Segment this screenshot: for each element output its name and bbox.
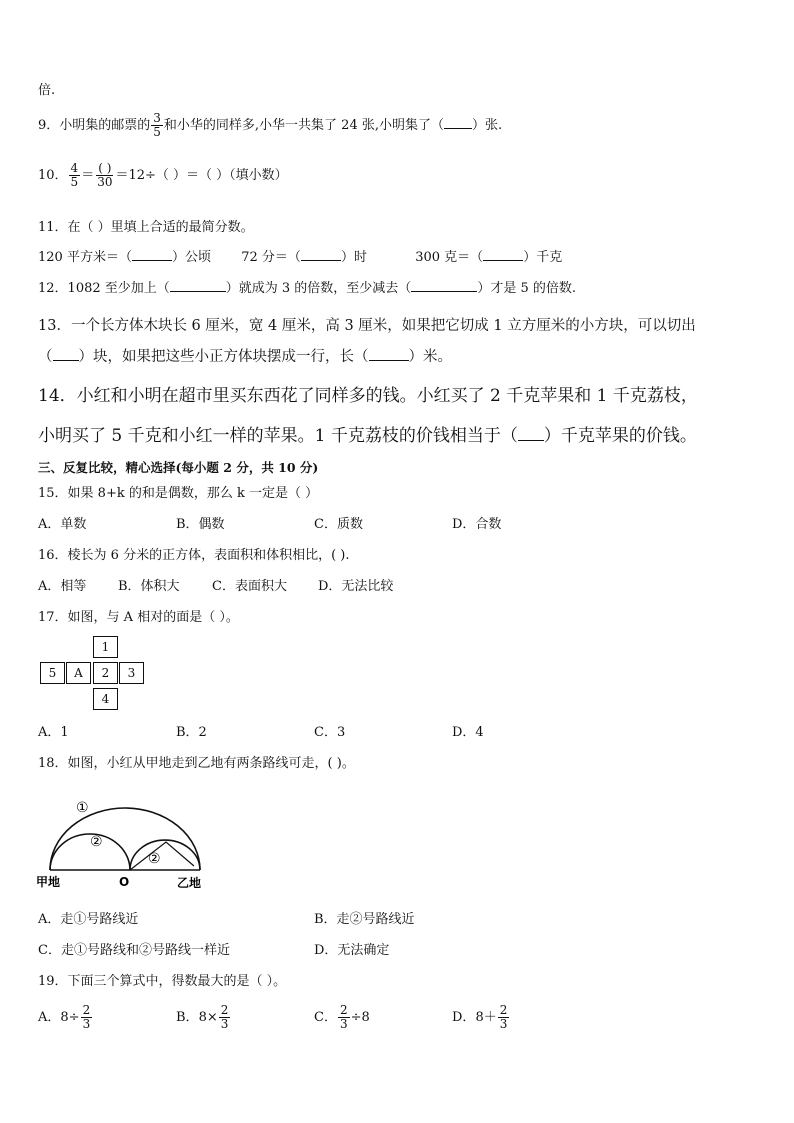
- cube-net-figure: [40, 636, 146, 710]
- option-d[interactable]: D．4: [452, 725, 484, 740]
- question-16: 16．棱长为 6 分米的正方体，表面积和体积相比，( ).: [38, 548, 350, 563]
- answer-blank[interactable]: [170, 291, 226, 292]
- fraction-blank[interactable]: $\frac{( )}{30}$: [97, 161, 113, 189]
- question-15: 15．如果 8+k 的和是偶数，那么 k 一定是（ ）: [38, 486, 319, 501]
- option-b[interactable]: B．走②号路线近: [314, 912, 415, 927]
- fraction: $\frac{3}{5}$: [153, 111, 161, 139]
- net-cell: 1: [93, 636, 118, 658]
- answer-blank[interactable]: [53, 360, 79, 361]
- start-label: 甲地: [36, 875, 61, 889]
- chord-lines: [130, 842, 194, 870]
- q9-text-b: 和小华的同样多,小华一共集了 24 张,小明集了（: [163, 118, 444, 133]
- option-b[interactable]: B．偶数: [176, 517, 225, 532]
- option-d[interactable]: D．合数: [452, 517, 502, 532]
- answer-blank[interactable]: [444, 128, 472, 129]
- net-cell: A: [66, 662, 91, 684]
- question-11: 11．在（ ）里填上合适的最简分数。: [38, 220, 254, 235]
- answer-blank[interactable]: [132, 260, 172, 261]
- option-b[interactable]: B．2: [176, 725, 207, 740]
- route-2-arc-right: [130, 840, 200, 870]
- question-19: 19．下面三个算式中，得数最大的是（ ）。: [38, 974, 287, 989]
- option-c[interactable]: C． $\frac{2}{3}$ ÷8: [314, 1003, 370, 1031]
- net-cell: 4: [93, 688, 118, 710]
- center-label: O: [119, 875, 130, 889]
- answer-blank[interactable]: [369, 360, 409, 361]
- question-10: 10． $\frac{4}{5}$ ＝ $\frac{( )}{30}$ ＝12÷（ ）＝（ ）（填小数）: [38, 161, 288, 189]
- route-1-label: ①: [76, 800, 89, 816]
- route-diagram: [34, 790, 224, 894]
- question-14: 14．小红和小明在超市里买东西花了同样多的钱。小红买了 2 千克苹果和 1 千克荔枝，: [38, 386, 698, 406]
- question-13-line2: （ ）块，如果把这些小正方体块摆成一行，长（ ）米。: [38, 349, 452, 365]
- answer-blank[interactable]: [411, 291, 477, 292]
- answer-blank[interactable]: [301, 260, 341, 261]
- question-17: 17．如图，与 A 相对的面是（ ）。: [38, 610, 239, 625]
- option-b[interactable]: B．8× $\frac{2}{3}$: [176, 1003, 229, 1031]
- question-18: 18．如图，小红从甲地走到乙地有两条路线可走，( )。: [38, 756, 355, 771]
- route-2-label-inner: ②: [148, 851, 161, 867]
- option-d[interactable]: D．无法确定: [314, 943, 390, 958]
- question-13: 13．一个长方体木块长 6 厘米，宽 4 厘米，高 3 厘米，如果把它切成 1 立方厘米的小方块，可以切出: [38, 318, 696, 334]
- net-cell: 3: [119, 662, 144, 684]
- q9-text-a: 9．小明集的邮票的: [38, 118, 151, 133]
- end-label: 乙地: [177, 876, 202, 890]
- option-d[interactable]: D．无法比较: [318, 579, 394, 594]
- answer-blank[interactable]: [518, 440, 544, 441]
- net-cell: 2: [93, 662, 118, 684]
- option-a[interactable]: A．单数: [38, 517, 87, 532]
- option-a[interactable]: A．8÷ $\frac{2}{3}$: [38, 1003, 91, 1031]
- section-heading: 三、反复比较，精心选择(每小题 2 分，共 10 分): [38, 460, 319, 475]
- question-11-items: 120 平方米＝（ ）公顷 72 分＝（ ）时 300 克＝（ ）千克: [38, 250, 563, 265]
- option-a[interactable]: A．相等: [38, 579, 87, 594]
- question-9: [38, 112, 502, 139]
- net-cell: 5: [40, 662, 65, 684]
- option-a[interactable]: A．1: [38, 725, 69, 740]
- option-b[interactable]: B．体积大: [118, 579, 180, 594]
- q9-text-c: ）张.: [472, 118, 503, 133]
- fraction: $\frac{4}{5}$: [70, 161, 79, 189]
- text-fragment: 倍.: [38, 83, 56, 98]
- option-c[interactable]: C．质数: [314, 517, 363, 532]
- answer-blank[interactable]: [483, 260, 523, 261]
- route-1-arc: [50, 808, 200, 870]
- route-2-label: ②: [90, 834, 103, 850]
- option-c[interactable]: C．走①号路线和②号路线一样近: [38, 943, 230, 958]
- question-12: 12．1082 至少加上（ ）就成为 3 的倍数，至少减去（ ）才是 5 的倍数.: [38, 281, 576, 296]
- option-c[interactable]: C．表面积大: [212, 579, 287, 594]
- option-a[interactable]: A．走①号路线近: [38, 912, 139, 927]
- option-d[interactable]: D．8＋ $\frac{2}{3}$: [452, 1003, 508, 1031]
- question-14-line2: 小明买了 5 千克和小红一样的苹果。1 千克荔枝的价钱相当于（ ）千克苹果的价钱。: [38, 426, 697, 446]
- q10-rest: ＝12÷（ ）＝（ ）（填小数）: [115, 168, 288, 183]
- option-c[interactable]: C．3: [314, 725, 346, 740]
